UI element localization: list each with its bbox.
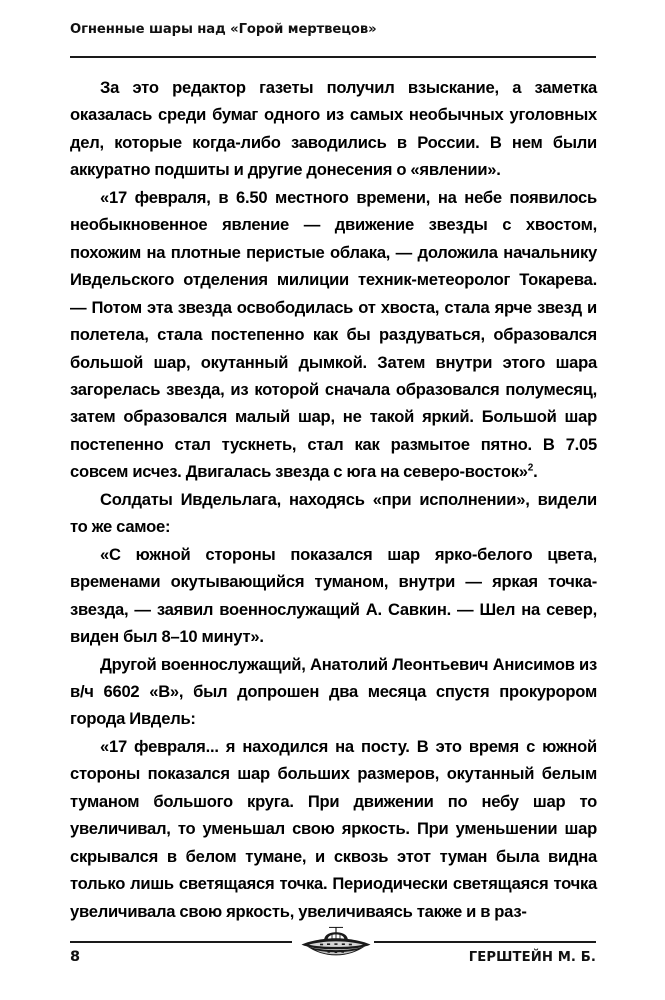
paragraph-2 xyxy=(70,184,597,486)
paragraph-1 xyxy=(70,74,597,184)
paragraph-2-text-tail: . xyxy=(533,462,538,482)
footer-author-name: ГЕРШТЕЙН М. Б. xyxy=(468,950,596,965)
paragraph-4-text: «С южной стороны показался шар ярко-белого цвета, временами окутывающийся туманом, внутри — яркая точка-звезда, — заявил военнослужащий А. Савкин. — Шел на север, виден был 8–10 минут». xyxy=(70,544,597,647)
paragraph-5 xyxy=(70,651,597,733)
paragraph-2-text: «17 февраля, в 6.50 местного времени, на небе появилось необыкновенное явление — движение звезды с хвостом, похожим на плотные перистые облака, — доложила начальнику Ивдельского отделения милиции техник-метеоролог Токарева. — Потом эта звезда освободилась от хвоста, стала ярче звезд и полетела, стала постепенно как бы раздуваться, образовался большой шар, окутанный дымкой. Затем внутри этого шара загорелась звезда, из которой сначала образовался полумесяц, затем образовался малый шар, не такой яркий. Большой шар постепенно стал тускнеть, стал как размытое пятно. В 7.05 совсем исчез. Двигалась звезда с юга на северо-восток» xyxy=(70,187,597,482)
paragraph-6-text: «17 февраля... я находился на посту. В это время с южной стороны показался шар больших размеров, окутанный белым туманом большого круга. При движении по небу шар то увеличивал, то уменьшал свою яркость. При уменьшении шар скрывался в белом тумане, и сквозь этот туман была видна только лишь светящаяся точка. Периодически светящаяся точка увеличивала свою яркость, увеличиваясь также и в раз- xyxy=(70,736,597,921)
footer-divider-rule-right xyxy=(374,941,596,943)
ufo-flying-saucer-icon xyxy=(296,924,376,964)
running-head xyxy=(70,22,596,37)
running-head-title: Огненные шары над «Горой мертвецов» xyxy=(70,22,377,37)
paragraph-5-text: Другой военнослужащий, Анатолий Леонтьевич Анисимов из в/ч 6602 «В», был допрошен два месяца спустя прокурором города Ивдель: xyxy=(70,654,597,729)
paragraph-3-text: Солдаты Ивдельлага, находясь «при исполнении», видели то же самое: xyxy=(70,489,597,537)
paragraph-6 xyxy=(70,733,597,925)
body-text-block xyxy=(70,74,597,925)
footer-divider-rule-left xyxy=(70,941,292,943)
paragraph-3 xyxy=(70,486,597,541)
page-footer xyxy=(0,920,665,980)
page-number: 8 xyxy=(70,949,81,965)
header-divider-rule xyxy=(70,56,596,58)
footnote-marker-2: 2 xyxy=(527,462,534,474)
paragraph-4 xyxy=(70,541,597,651)
paragraph-1-text: За это редактор газеты получил взыскание, а заметка оказалась среди бумаг одного из самых необычных уголовных дел, которые когда-либо заводились в России. В нем были аккуратно подшиты и другие донесения о «явлении». xyxy=(70,78,597,180)
